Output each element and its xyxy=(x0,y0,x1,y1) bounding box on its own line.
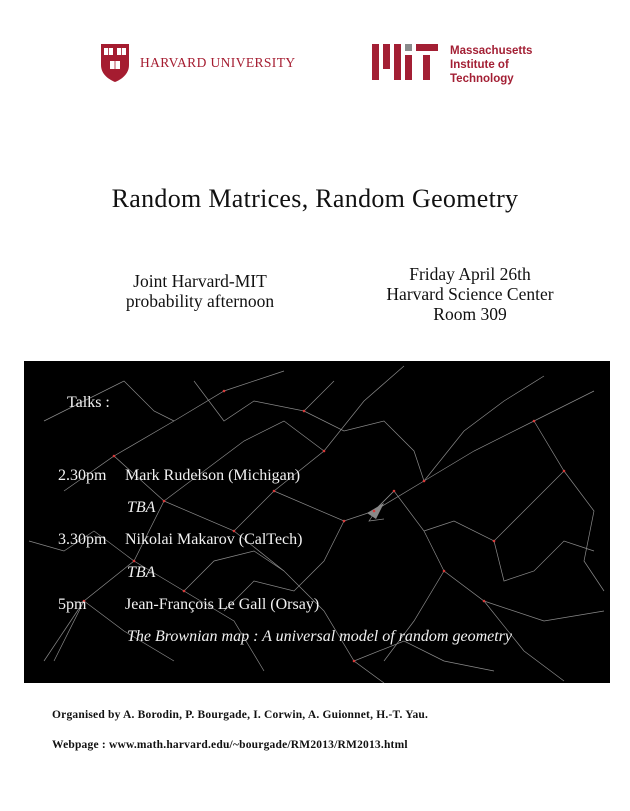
talk-speaker: Nikolai Makarov (CalTech) xyxy=(125,531,303,548)
event-description-line: Joint Harvard-MIT xyxy=(133,271,267,291)
talks-panel xyxy=(24,361,610,683)
mit-logo xyxy=(372,44,532,86)
talk-title: TBA xyxy=(127,499,156,516)
mit-name-line: Massachusetts xyxy=(450,45,533,57)
talk-speaker: Jean-François Le Gall (Orsay) xyxy=(125,596,320,613)
talk-time: 3.30pm xyxy=(58,531,107,548)
organisers-line: Organised by A. Borodin, P. Bourgade, I. Corwin, A. Guionnet, H.-T. Yau. xyxy=(52,709,429,721)
harvard-name: HARVARD UNIVERSITY xyxy=(140,55,296,70)
mit-mark-icon xyxy=(372,44,438,80)
harvard-shield-icon xyxy=(100,43,130,83)
webpage-line: Webpage : www.math.harvard.edu/~bourgade/RM2013/RM2013.html xyxy=(52,739,408,751)
talk-title: The Brownian map : A universal model of random geometry xyxy=(127,628,513,645)
event-description xyxy=(90,271,310,311)
event-details xyxy=(350,264,590,324)
mit-name-line: Technology xyxy=(450,73,514,85)
mit-name xyxy=(450,44,532,86)
harvard-logo xyxy=(100,40,296,86)
mit-name-line: Institute of xyxy=(450,59,509,71)
event-venue: Harvard Science Center xyxy=(386,284,554,304)
talk-time: 5pm xyxy=(58,596,87,613)
event-room: Room 309 xyxy=(433,304,507,324)
event-description-line: probability afternoon xyxy=(125,291,275,311)
talk-time: 2.30pm xyxy=(58,467,107,484)
talk-title: TBA xyxy=(127,564,156,581)
page-title: Random Matrices, Random Geometry xyxy=(111,184,519,213)
event-date: Friday April 26th xyxy=(409,264,531,284)
talk-speaker: Mark Rudelson (Michigan) xyxy=(125,467,301,484)
talks-heading: Talks : xyxy=(67,394,110,411)
